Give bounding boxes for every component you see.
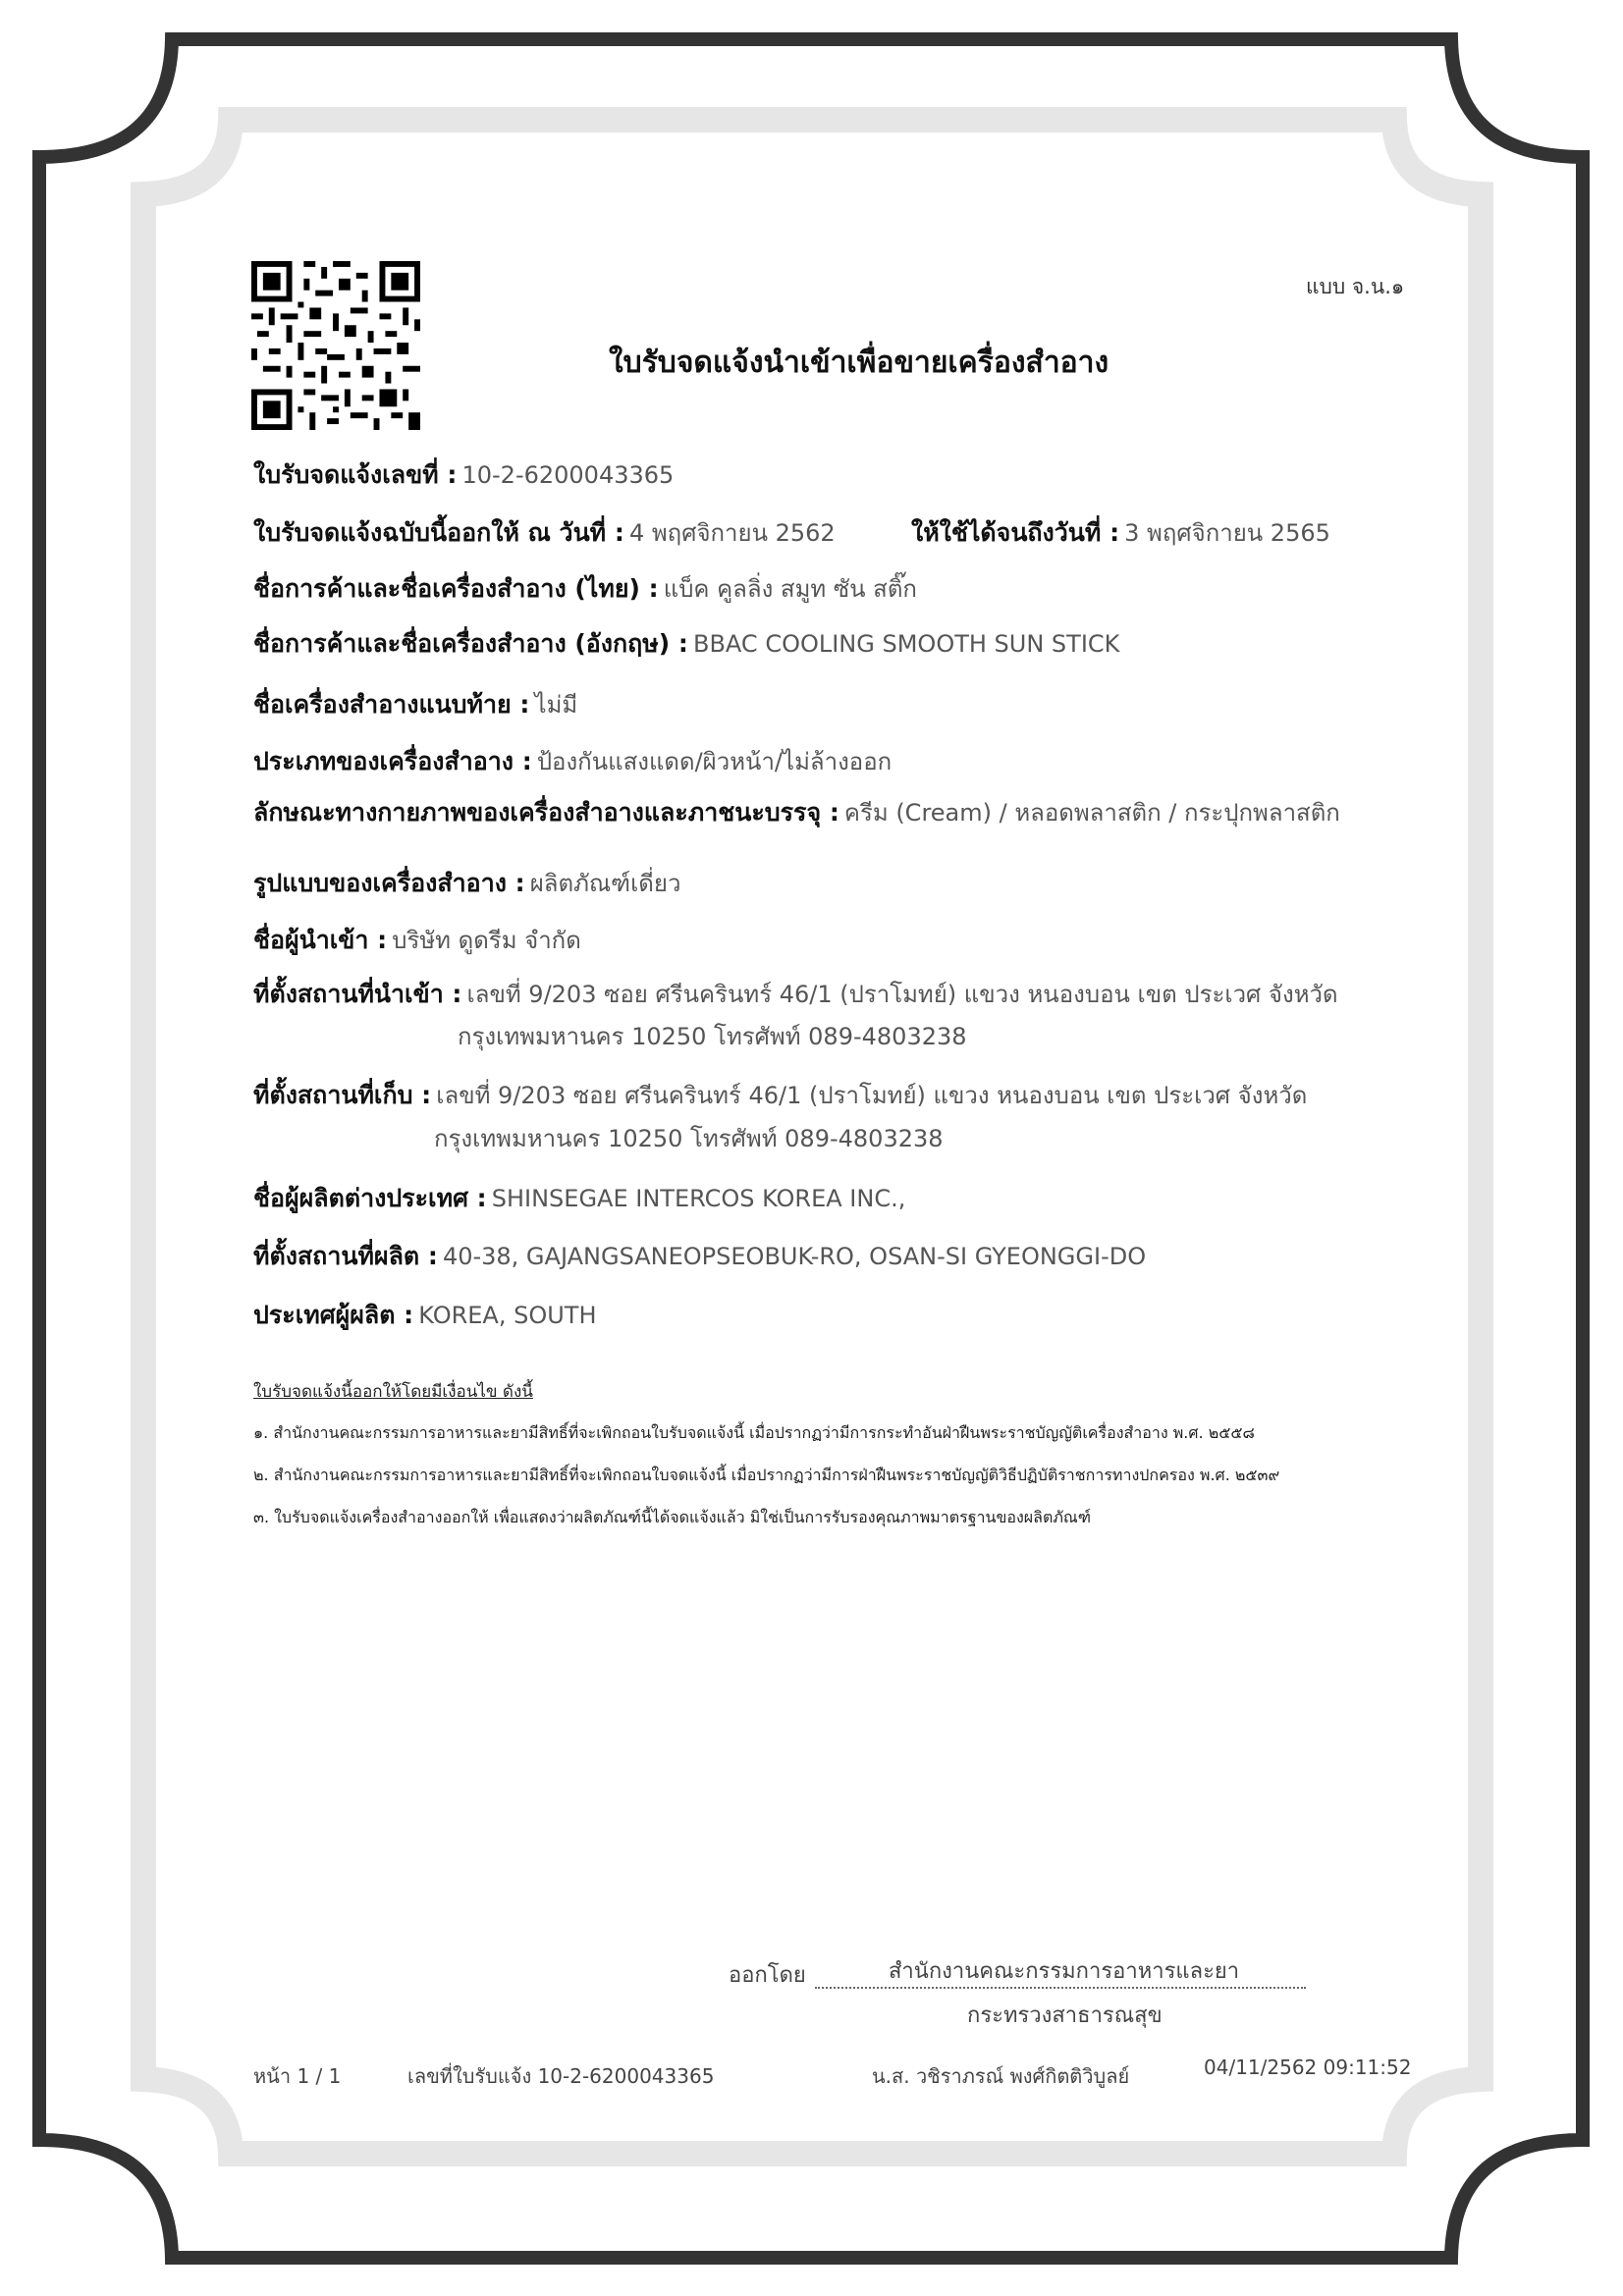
field-import-address <box>253 979 1338 1013</box>
signer-name: น.ส. วชิราภรณ์ พงศ์กิตติวิบูลย์ <box>872 2064 1130 2088</box>
field-value: เลขที่ 9/203 ซอย ศรีนครินทร์ 46/1 (ปราโมทย์) แขวง หนองบอน เขต ประเวศ จังหวัด <box>436 1082 1308 1109</box>
form-code: แบบ จ.น.๑ <box>1306 275 1405 298</box>
field-name-en <box>253 628 1119 663</box>
field-form <box>253 868 680 902</box>
field-type <box>253 746 892 780</box>
field-label: ลักษณะทางกายภาพของเครื่องสำอางและภาชนะบรรจุ : <box>253 798 839 827</box>
field-label: ชื่อผู้ผลิตต่างประเทศ : <box>253 1184 487 1212</box>
field-value: เลขที่ 9/203 ซอย ศรีนครินทร์ 46/1 (ปราโมทย์) แขวง หนองบอน เขต ประเวศ จังหวัด <box>466 981 1338 1008</box>
field-label: รูปแบบของเครื่องสำอาง : <box>253 869 525 897</box>
field-value: SHINSEGAE INTERCOS KOREA INC., <box>491 1185 906 1212</box>
field-label: ให้ใช้ได้จนถึงวันที่ : <box>911 518 1120 547</box>
qr-code <box>251 261 420 430</box>
field-value: ผลิตภัณฑ์เดี่ยว <box>529 870 681 897</box>
import-address-line2: กรุงเทพมหานคร 10250 โทรศัพท์ 089-4803238 <box>458 1023 967 1050</box>
field-value: บริษัท ดูดรีม จำกัด <box>392 927 581 954</box>
field-manufacture-address <box>253 1241 1146 1275</box>
field-label: ชื่อผู้นำเข้า : <box>253 926 388 954</box>
issued-by-label: ออกโดย <box>729 1963 806 1988</box>
storage-address-line2: กรุงเทพมหานคร 10250 โทรศัพท์ 089-4803238 <box>434 1125 944 1152</box>
timestamp: 04/11/2562 09:11:52 <box>1204 2056 1412 2079</box>
field-importer <box>253 925 581 959</box>
field-label: ชื่อเครื่องสำอางแนบท้าย : <box>253 690 530 719</box>
page-number: หน้า 1 / 1 <box>253 2064 342 2088</box>
condition-item: ๒. สำนักงานคณะกรรมการอาหารและยามีสิทธิ์ที่จะเพิกถอนใบจดแจ้งนี้ เมื่อปรากฏว่ามีการฝ่าฝืนพระราชบัญญัติวิธีปฏิบัติราชการทางปกครอง พ.ศ. ๒๕๓๙ <box>253 1466 1280 1484</box>
issuer-dotted-line <box>815 1987 1306 1989</box>
field-value: 4 พฤศจิกายน 2562 <box>628 519 836 547</box>
field-label: ที่ตั้งสถานที่ผลิต : <box>253 1242 438 1270</box>
field-country <box>253 1300 597 1334</box>
field-label: ประเทศผู้ผลิต : <box>253 1301 414 1329</box>
field-value: ครีม (Cream) / หลอดพลาสติก / กระปุกพลาสติก <box>843 799 1340 827</box>
field-value: KOREA, SOUTH <box>418 1302 597 1329</box>
footer-ref-number: เลขที่ใบรับแจ้ง 10-2-6200043365 <box>407 2064 715 2088</box>
field-value: แบ็ค คูลลิ่ง สมูท ซัน สติ๊ก <box>663 575 917 603</box>
field-valid-until <box>911 517 1330 552</box>
field-label: ที่ตั้งสถานที่เก็บ : <box>253 1081 432 1109</box>
field-appended-name <box>253 689 577 723</box>
field-manufacturer <box>253 1183 905 1217</box>
issuing-ministry: กระทรวงสาธารณสุข <box>967 2003 1163 2028</box>
field-value: 10-2-6200043365 <box>461 461 675 489</box>
field-label: ที่ตั้งสถานที่นำเข้า : <box>253 980 462 1008</box>
field-value: ไม่มี <box>534 691 578 719</box>
field-value: ป้องกันแสงแดด/ผิวหน้า/ไม่ล้างออก <box>536 748 893 775</box>
field-physical <box>253 797 1340 831</box>
field-label: ชื่อการค้าและชื่อเครื่องสำอาง (ไทย) : <box>253 574 659 603</box>
field-value: BBAC COOLING SMOOTH SUN STICK <box>693 630 1120 658</box>
field-notification-no <box>253 459 674 494</box>
issuing-office: สำนักงานคณะกรรมการอาหารและยา <box>889 1959 1240 1984</box>
field-issue-date <box>253 517 836 552</box>
condition-item: ๓. ใบรับจดแจ้งเครื่องสำอางออกให้ เพื่อแสดงว่าผลิตภัณฑ์นี้ได้จดแจ้งแล้ว มิใช่เป็นการรับรองคุณภาพมาตรฐานของผลิตภัณฑ์ <box>253 1508 1092 1526</box>
condition-item: ๑. สำนักงานคณะกรรมการอาหารและยามีสิทธิ์ที่จะเพิกถอนใบรับจดแจ้งนี้ เมื่อปรากฏว่ามีการกระทำอันฝ่าฝืนพระราชบัญญัติเครื่องสำอาง พ.ศ. ๒๕๕๘ <box>253 1423 1255 1442</box>
field-storage-address <box>253 1080 1307 1114</box>
field-label: ชื่อการค้าและชื่อเครื่องสำอาง (อังกฤษ) : <box>253 629 688 658</box>
field-label: ใบรับจดแจ้งเลขที่ : <box>253 460 458 489</box>
page-title: ใบรับจดแจ้งนำเข้าเพื่อขายเครื่องสำอาง <box>609 346 1109 380</box>
field-name-th <box>253 573 917 608</box>
field-value: 3 พฤศจิกายน 2565 <box>1124 519 1330 547</box>
conditions-heading: ใบรับจดแจ้งนี้ออกให้โดยมีเงื่อนไข ดังนี้ <box>253 1382 533 1402</box>
field-value: 40-38, GAJANGSANEOPSEOBUK-RO, OSAN-SI GYEONGGI-DO <box>442 1243 1147 1270</box>
field-label: ประเภทของเครื่องสำอาง : <box>253 747 532 775</box>
field-label: ใบรับจดแจ้งฉบับนี้ออกให้ ณ วันที่ : <box>253 518 624 547</box>
